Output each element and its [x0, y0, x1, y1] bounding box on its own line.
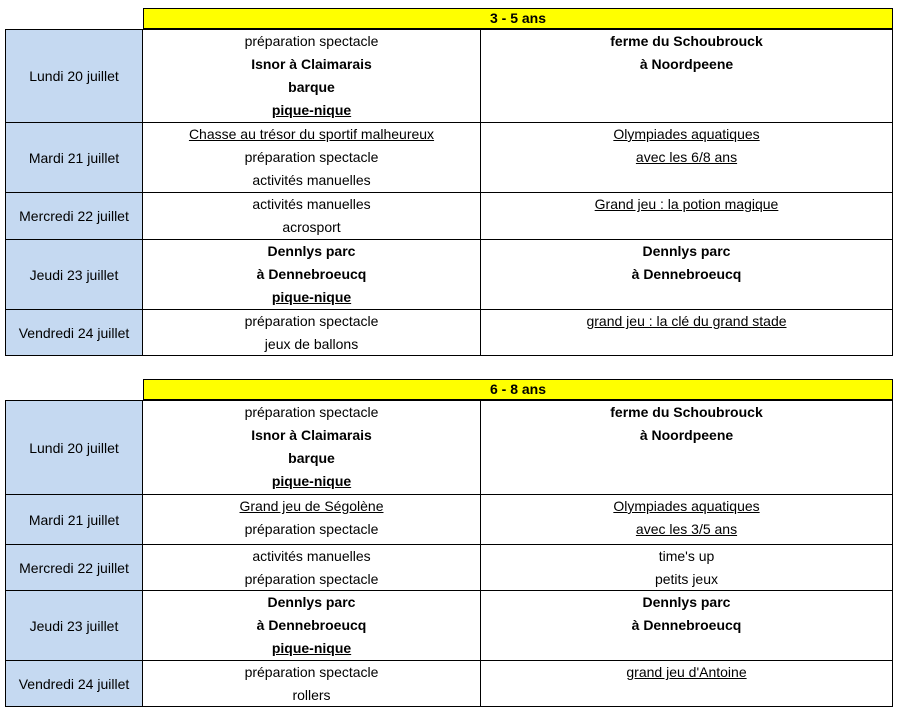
table-row — [5, 545, 893, 591]
activity-text: petits jeux — [654, 571, 719, 587]
activity-text: activités manuelles — [252, 172, 371, 188]
morning-cell — [143, 401, 481, 494]
activity-line — [143, 637, 480, 660]
activity-text: Grand jeu : la potion magique — [594, 196, 779, 212]
activity-line — [481, 123, 892, 146]
activity-line — [143, 495, 480, 518]
table-row — [5, 400, 893, 495]
activity-text: préparation spectacle — [244, 571, 379, 587]
age-group-header: 6 - 8 ans — [143, 379, 893, 400]
activity-text: préparation spectacle — [244, 521, 379, 537]
activity-text: pique-nique — [271, 289, 352, 305]
activity-line — [143, 545, 480, 568]
activity-line — [143, 99, 480, 122]
activity-text: Olympiades aquatiques — [613, 126, 760, 142]
activity-text: ferme du Schoubrouck — [610, 33, 763, 49]
activity-line — [143, 193, 480, 216]
day-label: Mercredi 22 juillet — [6, 193, 143, 239]
activity-text: préparation spectacle — [244, 404, 379, 420]
afternoon-cell — [481, 123, 892, 192]
activity-text: Dennlys parc — [267, 594, 356, 610]
activity-line — [143, 286, 480, 309]
activity-line — [143, 333, 480, 356]
activity-text: Chasse au trésor du sportif malheureux — [188, 126, 435, 142]
table-row — [5, 310, 893, 356]
morning-cell — [143, 545, 481, 590]
activity-line — [481, 263, 892, 286]
activity-text: Grand jeu de Ségolène — [239, 498, 384, 514]
day-label: Jeudi 23 juillet — [6, 591, 143, 660]
activity-line — [143, 216, 480, 239]
activity-line — [143, 240, 480, 263]
activity-line — [481, 661, 892, 684]
activity-text: préparation spectacle — [244, 149, 379, 165]
day-label: Mercredi 22 juillet — [6, 545, 143, 590]
activity-line — [143, 591, 480, 614]
activity-line — [481, 614, 892, 637]
activity-line — [143, 614, 480, 637]
activity-text: Dennlys parc — [267, 243, 356, 259]
activity-text: pique-nique — [271, 473, 352, 489]
table-row — [5, 661, 893, 707]
table-row — [5, 29, 893, 123]
day-label: Mardi 21 juillet — [6, 123, 143, 192]
activity-line — [481, 424, 892, 447]
activity-text: avec les 6/8 ans — [635, 149, 738, 165]
day-label: Mardi 21 juillet — [6, 495, 143, 544]
activity-text: barque — [288, 450, 335, 466]
activity-line — [481, 30, 892, 53]
age-group-header: 3 - 5 ans — [143, 8, 893, 29]
activity-line — [481, 310, 892, 333]
afternoon-cell — [481, 310, 892, 355]
day-label: Jeudi 23 juillet — [6, 240, 143, 309]
activity-text: grand jeu : la clé du grand stade — [586, 313, 787, 329]
afternoon-cell — [481, 591, 892, 660]
morning-cell — [143, 123, 481, 192]
activity-text: pique-nique — [271, 640, 352, 656]
activity-text: grand jeu d'Antoine — [626, 664, 747, 680]
activity-text: pique-nique — [271, 102, 352, 118]
activity-line — [143, 30, 480, 53]
morning-cell — [143, 310, 481, 355]
activity-line — [481, 53, 892, 76]
afternoon-cell — [481, 30, 892, 122]
activity-text: acrosport — [282, 219, 341, 235]
day-label: Lundi 20 juillet — [6, 30, 143, 122]
afternoon-cell — [481, 661, 892, 706]
day-label: Lundi 20 juillet — [6, 401, 143, 494]
activity-text: Dennlys parc — [642, 594, 731, 610]
activity-line — [143, 53, 480, 76]
activity-line — [143, 123, 480, 146]
morning-cell — [143, 30, 481, 122]
activity-line — [481, 240, 892, 263]
activity-line — [481, 568, 892, 591]
activity-text: time's up — [658, 548, 715, 564]
morning-cell — [143, 661, 481, 706]
activity-text: à Dennebroeucq — [256, 266, 367, 282]
table-row — [5, 591, 893, 661]
afternoon-cell — [481, 545, 892, 590]
activity-line — [481, 518, 892, 541]
activity-line — [481, 401, 892, 424]
activity-line — [143, 76, 480, 99]
morning-cell — [143, 193, 481, 239]
activity-text: avec les 3/5 ans — [635, 521, 738, 537]
activity-text: à Dennebroeucq — [631, 266, 742, 282]
morning-cell — [143, 495, 481, 544]
activity-text: à Dennebroeucq — [631, 617, 742, 633]
activity-text: préparation spectacle — [244, 33, 379, 49]
activity-line — [143, 146, 480, 169]
table-row — [5, 495, 893, 545]
activity-text: préparation spectacle — [244, 313, 379, 329]
activity-text: à Noordpeene — [639, 56, 734, 72]
activity-line — [143, 447, 480, 470]
activity-line — [143, 424, 480, 447]
activity-line — [143, 263, 480, 286]
table-row — [5, 123, 893, 193]
activity-line — [143, 684, 480, 707]
activity-line — [481, 545, 892, 568]
activity-text: activités manuelles — [252, 196, 371, 212]
morning-cell — [143, 240, 481, 309]
activity-line — [481, 146, 892, 169]
table-row — [5, 193, 893, 240]
afternoon-cell — [481, 240, 892, 309]
activity-line — [143, 310, 480, 333]
activity-line — [143, 401, 480, 424]
afternoon-cell — [481, 401, 892, 494]
activity-text: à Noordpeene — [639, 427, 734, 443]
activity-line — [143, 169, 480, 192]
table-row — [5, 240, 893, 310]
activity-text: barque — [288, 79, 335, 95]
activity-text: rollers — [292, 687, 331, 703]
activity-text: préparation spectacle — [244, 664, 379, 680]
day-label: Vendredi 24 juillet — [6, 661, 143, 706]
activity-text: ferme du Schoubrouck — [610, 404, 763, 420]
activity-text: Olympiades aquatiques — [613, 498, 760, 514]
activity-text: Isnor à Claimarais — [251, 427, 372, 443]
afternoon-cell — [481, 193, 892, 239]
activity-line — [143, 470, 480, 493]
activity-line — [481, 591, 892, 614]
activity-line — [143, 568, 480, 591]
activity-text: Dennlys parc — [642, 243, 731, 259]
activity-line — [143, 518, 480, 541]
activity-line — [143, 661, 480, 684]
activity-text: jeux de ballons — [264, 336, 359, 352]
activity-text: à Dennebroeucq — [256, 617, 367, 633]
afternoon-cell — [481, 495, 892, 544]
activity-text: activités manuelles — [252, 548, 371, 564]
morning-cell — [143, 591, 481, 660]
day-label: Vendredi 24 juillet — [6, 310, 143, 355]
activity-line — [481, 193, 892, 216]
activity-line — [481, 495, 892, 518]
activity-text: Isnor à Claimarais — [251, 56, 372, 72]
